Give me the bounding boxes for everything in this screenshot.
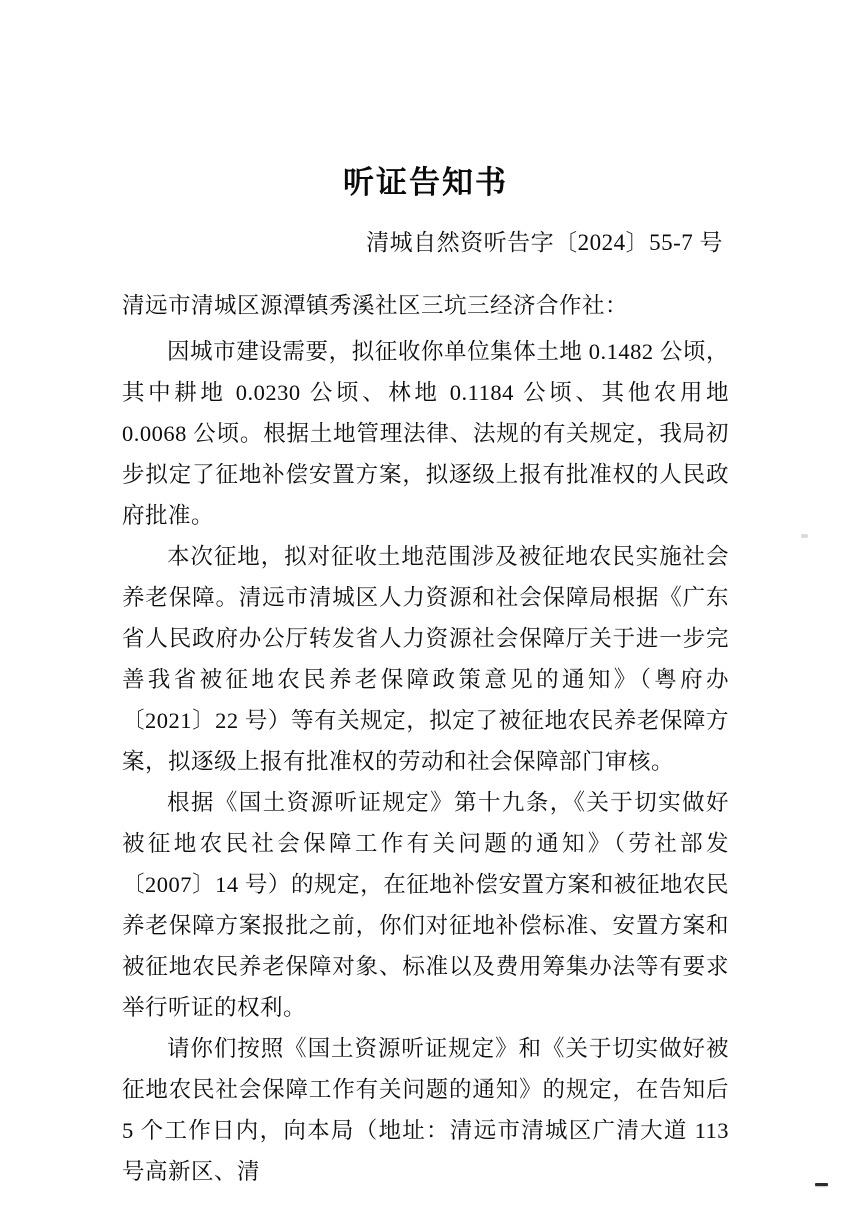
document-number: 清城自然资听告字〔2024〕55-7 号 xyxy=(366,230,723,255)
paragraph-land-acquisition: 因城市建设需要，拟征收你单位集体土地 0.1482 公顷，其中耕地 0.0230 公顷、林地 0.1184 公顷、其他农用地 0.0068 公顷。根据土地管理法律、法规的有关规定，我局初步拟定了征地补偿安置方案，拟逐级上报有批准权的人民政府批准。 xyxy=(122,339,729,528)
addressee-line: 清远市清城区源潭镇秀溪社区三坑三经济合作社： xyxy=(122,293,629,318)
document-title: 听证告知书 xyxy=(343,165,508,200)
paragraph-hearing-rights: 根据《国土资源听证规定》第十九条，《关于切实做好被征地农民社会保障工作有关问题的通知》（劳社部发〔2007〕14 号）的规定，在征地补偿安置方案和被征地农民养老保障方案报批之前，你们对征地补偿标准、安置方案和被征地农民养老保障对象、标准以及费用筹集办法等有要求举行听证的权利。 xyxy=(122,790,729,1020)
scan-speck xyxy=(801,534,808,538)
scan-dash-mark xyxy=(815,1183,828,1186)
paragraph-hearing-instructions: 请你们按照《国土资源听证规定》和《关于切实做好被征地农民社会保障工作有关问题的通知》的规定，在告知后 5 个工作日内，向本局（地址：清远市清城区广清大道 113 号高新区、清 xyxy=(122,1036,729,1184)
paragraph-social-security: 本次征地，拟对征收土地范围涉及被征地农民实施社会养老保障。清远市清城区人力资源和社会保障局根据《广东省人民政府办公厅转发省人力资源社会保障厅关于进一步完善我省被征地农民养老保障政策意见的通知》（粤府办〔2021〕22 号）等有关规定，拟定了被征地农民养老保障方案，拟逐级上报有批准权的劳动和社会保障部门审核。 xyxy=(122,544,729,774)
document-content xyxy=(122,163,729,1192)
